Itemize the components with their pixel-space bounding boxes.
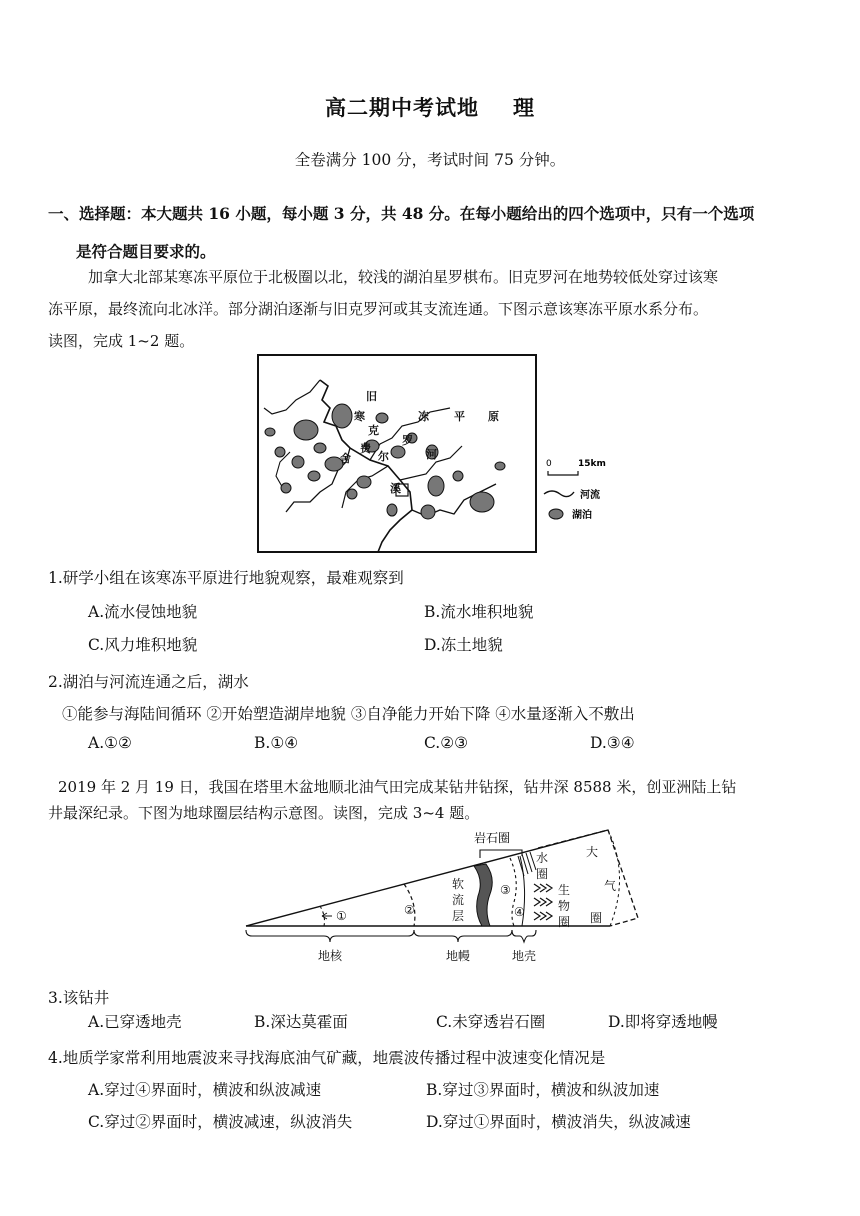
map-label: 费 [360, 442, 371, 455]
atmosphere-label: 大 [586, 845, 599, 859]
map-label: 平 [454, 410, 465, 423]
svg-text:湖泊: 湖泊 [572, 510, 592, 521]
svg-text:15km: 15km [578, 459, 606, 469]
q1-option-d[interactable]: D.冻土地貌 [424, 636, 503, 654]
map-label: 冻 [418, 410, 429, 423]
asthenosphere-label: 层 [452, 909, 465, 923]
passage2-line: 2019 年 2 月 19 日，我国在塔里木盆地顺北油气田完成某钻井钻探，钻井深 8588 米，创亚洲陆上钻 [58, 778, 737, 796]
question-2-stem: 2.湖泊与河流连通之后，湖水 [48, 673, 249, 691]
svg-text:河流: 河流 [580, 490, 600, 501]
asthenosphere-label: 软 [452, 877, 465, 891]
map-label: 舍 [340, 452, 351, 465]
q4-option-a[interactable]: A.穿过④界面时，横波和纵波减速 [88, 1081, 322, 1099]
q2-option-d[interactable]: D.③④ [590, 734, 635, 752]
map-label: 寒 [354, 410, 365, 423]
q1-option-a[interactable]: A.流水侵蚀地貌 [88, 603, 198, 621]
hydrosphere-label: 圈 [536, 867, 549, 881]
passage2-line: 井最深纪录。下图为地球圈层结构示意图。读图，完成 3~4 题。 [48, 804, 480, 822]
atmosphere-label: 圈 [590, 911, 603, 925]
q2-option-c[interactable]: C.②③ [424, 734, 469, 752]
question-4-stem: 4.地质学家常利用地震波来寻找海底油气矿藏，地震波传播过程中波速变化情况是 [48, 1049, 606, 1067]
q1-option-c[interactable]: C.风力堆积地貌 [88, 636, 198, 654]
exam-info: 全卷满分 100 分，考试时间 75 分钟。 [294, 151, 566, 169]
q2-option-b[interactable]: B.①④ [254, 734, 299, 752]
boundary-3-label: ③ [500, 883, 511, 897]
q3-option-d[interactable]: D.即将穿透地幔 [608, 1013, 718, 1031]
map-label: 旧 [366, 390, 377, 403]
earth-layers-diagram [238, 818, 658, 968]
map-label: 罗 [402, 434, 413, 447]
section-heading: 一、选择题：本大题共 16 小题，每小题 3 分，共 48 分。在每小题给出的四个选项中，只有一个选项 [48, 204, 755, 223]
lithosphere-label: 岩石圈 [474, 831, 511, 845]
q4-option-b[interactable]: B.穿过③界面时，横波和纵波加速 [426, 1081, 660, 1099]
asthenosphere-label: 流 [452, 893, 465, 907]
biosphere-label: 物 [558, 899, 571, 913]
boundary-4-label: ④ [514, 905, 525, 919]
q3-option-b[interactable]: B.深达莫霍面 [254, 1013, 348, 1031]
map-label: 克 [368, 424, 379, 437]
map-label: 原 [488, 410, 499, 423]
passage1-line: 冻平原，最终流向北冰洋。部分湖泊逐渐与旧克罗河或其支流连通。下图示意该寒冻平原水系分布。 [48, 300, 709, 318]
q4-option-c[interactable]: C.穿过②界面时，横波减速，纵波消失 [88, 1113, 353, 1131]
q2-option-a[interactable]: A.①② [88, 734, 132, 752]
q2-choices: ①能参与海陆间循环 ②开始塑造湖岸地貌 ③自净能力开始下降 ④水量逐渐入不敷出 [62, 705, 635, 723]
q3-option-c[interactable]: C.未穿透岩石圈 [436, 1013, 546, 1031]
page-title: 高二期中考试地 理 [325, 95, 535, 120]
atmosphere-label: 气 [604, 879, 617, 893]
svg-text:0: 0 [546, 459, 552, 469]
question-3-stem: 3.该钻井 [48, 989, 110, 1007]
map-label: 河 [426, 448, 437, 461]
map-label: 溪 [390, 482, 401, 495]
passage1-line: 读图，完成 1~2 题。 [48, 332, 195, 350]
map-label: 尔 [378, 450, 389, 463]
boundary-2-label: ② [404, 903, 415, 917]
core-label: 地核 [318, 949, 343, 963]
boundary-1-label: ① [336, 909, 347, 923]
question-1-stem: 1.研学小组在该寒冻平原进行地貌观察，最难观察到 [48, 569, 404, 587]
mantle-label: 地幔 [446, 949, 471, 963]
passage1-line: 加拿大北部某寒冻平原位于北极圈以北，较浅的湖泊星罗棋布。旧克罗河在地势较低处穿过该寒 [88, 268, 719, 286]
crust-label: 地壳 [512, 949, 537, 963]
q1-option-b[interactable]: B.流水堆积地貌 [424, 603, 534, 621]
section-heading-cont: 是符合题目要求的。 [76, 242, 216, 261]
map-legend [544, 459, 606, 521]
q3-option-a[interactable]: A.已穿透地壳 [88, 1013, 182, 1031]
tundra-river-map [250, 352, 610, 557]
hydrosphere-label: 水 [536, 851, 549, 865]
q4-option-d[interactable]: D.穿过①界面时，横波消失，纵波减速 [426, 1113, 691, 1131]
biosphere-label: 圈 [558, 915, 571, 929]
biosphere-label: 生 [558, 883, 571, 897]
